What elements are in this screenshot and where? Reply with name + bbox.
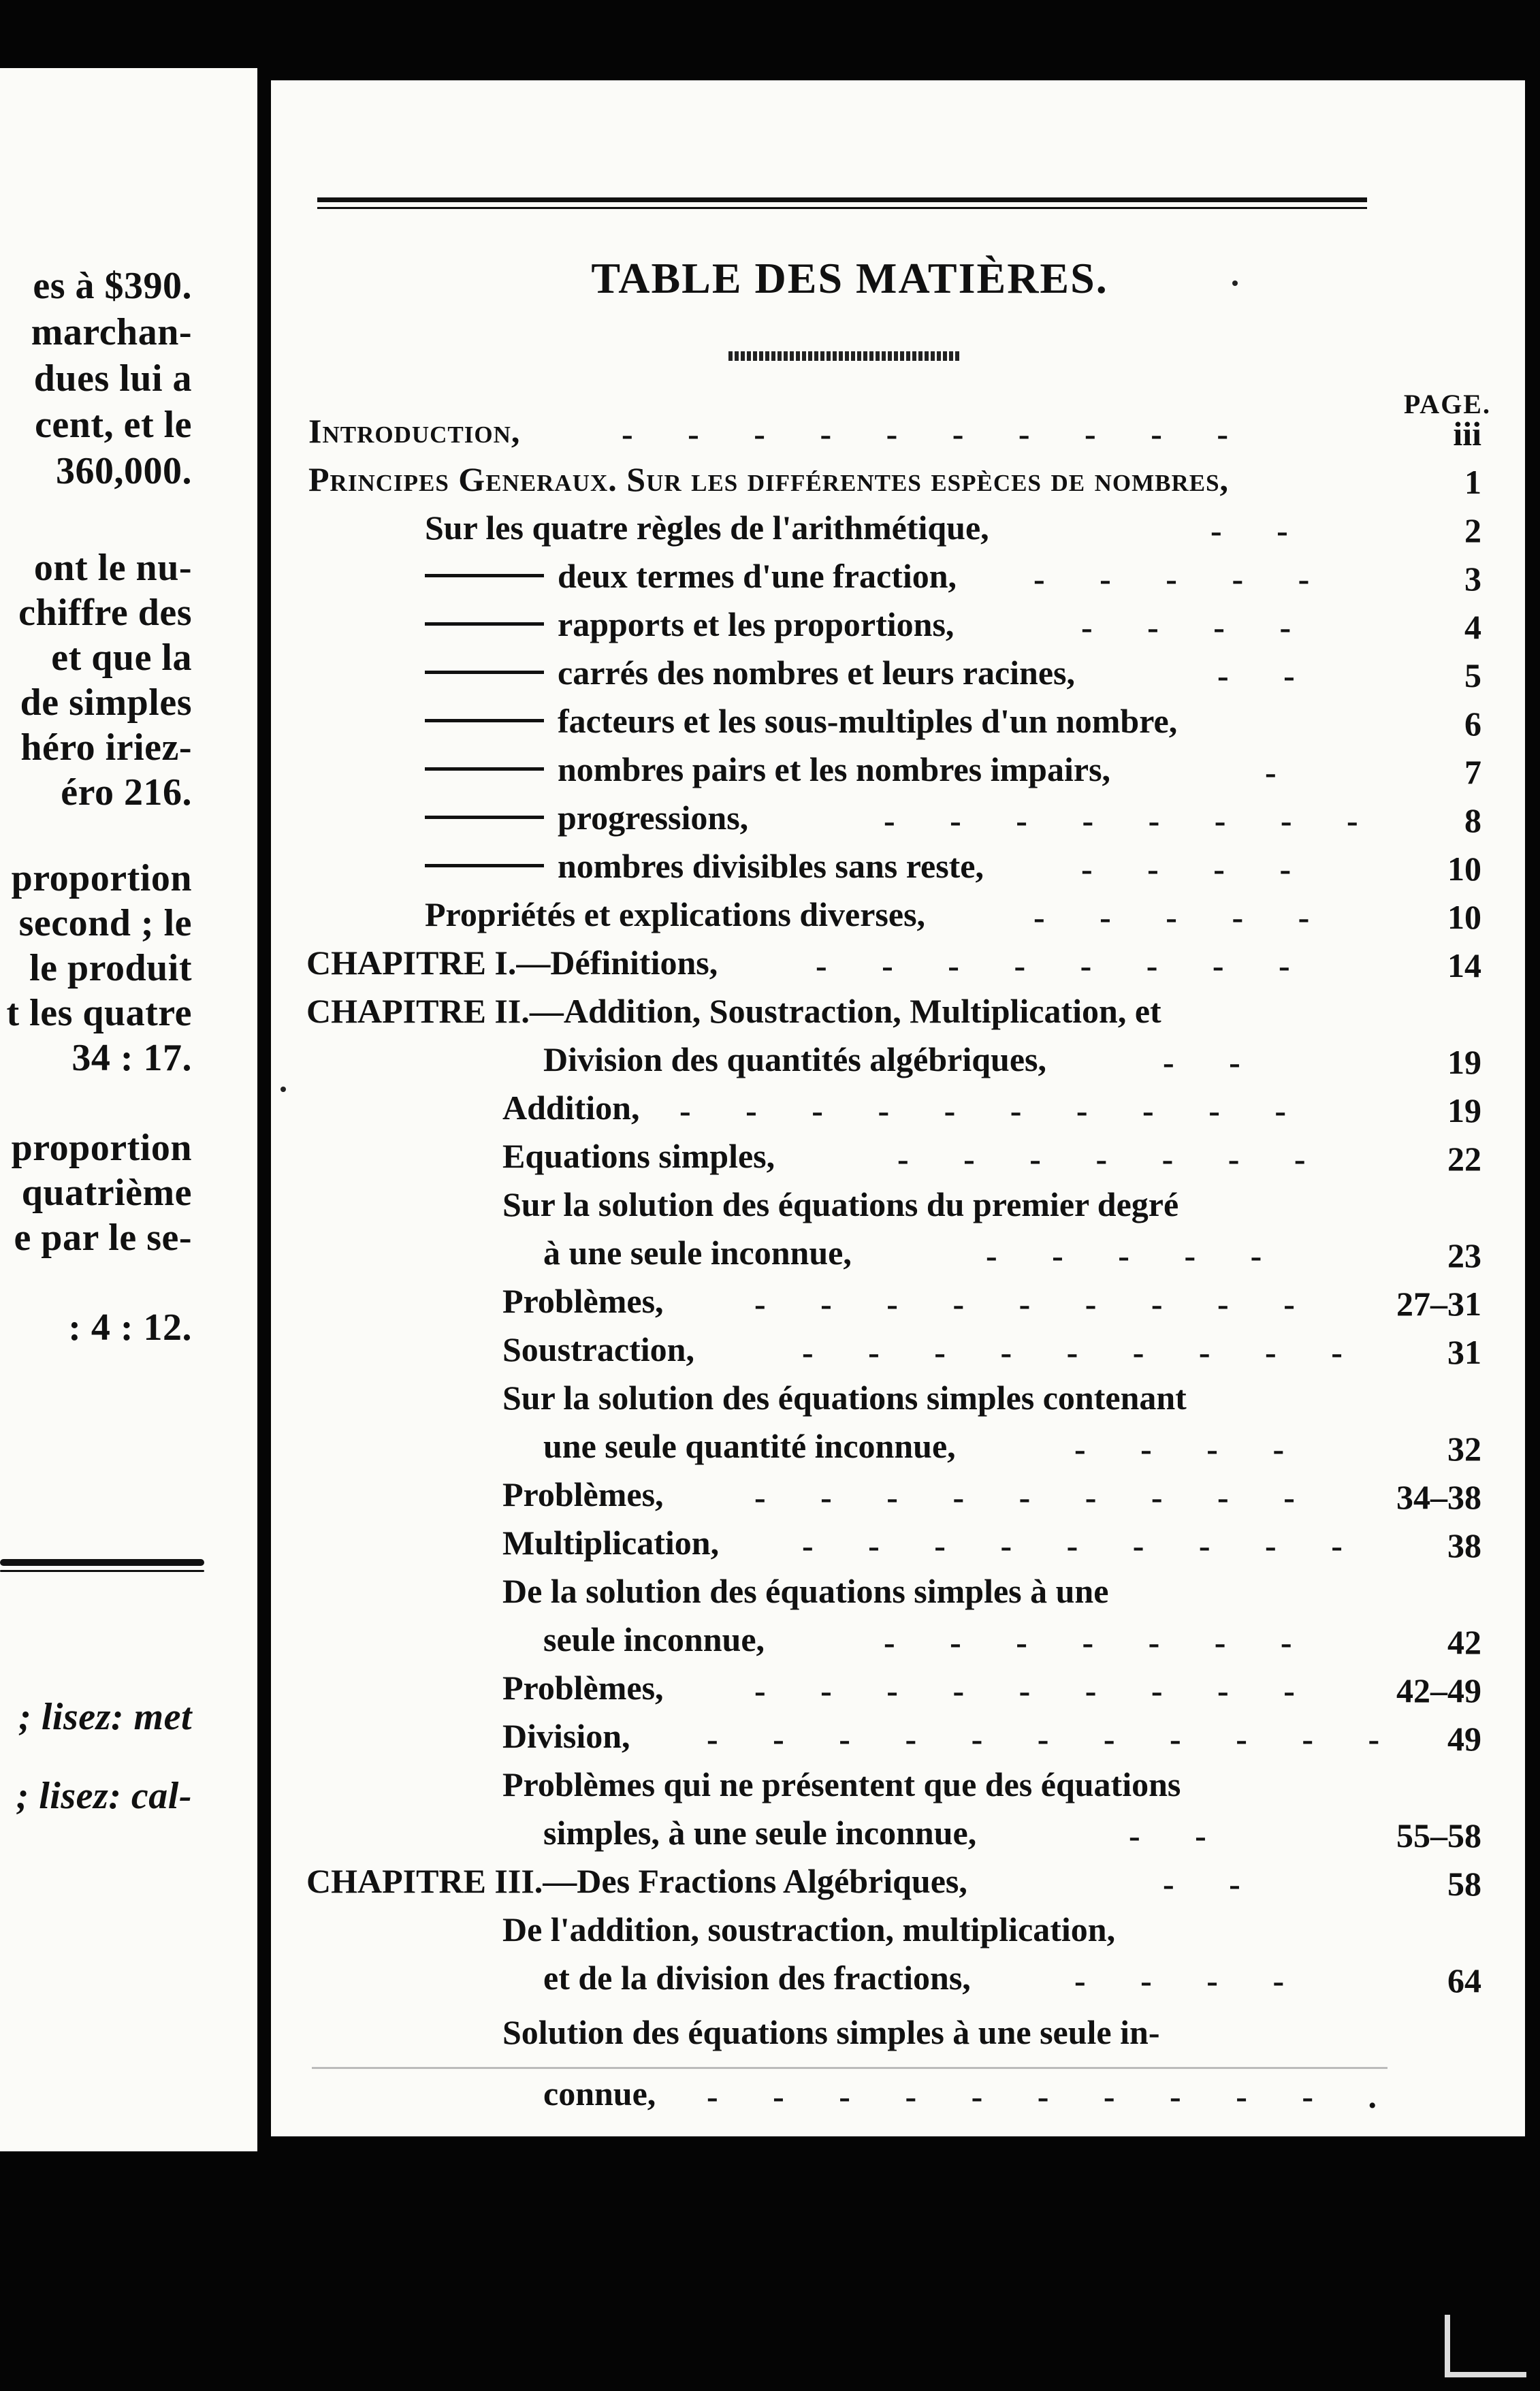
toc-page-number: 38 — [1447, 1526, 1481, 1564]
dot-leader: - - - - - - - - — [884, 801, 1381, 839]
toc-entry: Sur la solution des équations simples contenant — [502, 1379, 1187, 1417]
toc-entry: Division des quantités algébriques, — [543, 1040, 1047, 1078]
toc-entry: et de la division des fractions, — [543, 1959, 971, 1997]
dot-leader: - - - - - - - — [884, 1623, 1315, 1661]
ditto-dash — [425, 719, 544, 722]
toc-entry: simples, à une seule inconnue, — [543, 1814, 977, 1852]
toc-entry-chapter-3: CHAPITRE III.—Des Fractions Algébriques, — [306, 1862, 967, 1900]
toc-page-number: 10 — [1447, 898, 1481, 936]
title-ornament — [728, 351, 960, 361]
left-page-erratum: ; lisez: met — [18, 1696, 192, 1738]
toc-page-number: 22 — [1447, 1140, 1481, 1178]
toc-page-number: 10 — [1447, 850, 1481, 888]
toc-entry-chapter-2: CHAPITRE II.—Addition, Soustraction, Multiplication, et — [306, 992, 1161, 1030]
corner-mark — [1445, 2315, 1450, 2376]
ditto-dash — [425, 864, 544, 867]
page-column-label: PAGE. — [1403, 389, 1491, 419]
dot-leader: - - - - — [1081, 850, 1315, 888]
toc-entry: Division, — [502, 1717, 630, 1755]
toc-page-number: 32 — [1447, 1430, 1481, 1468]
toc-entry: seule inconnue, — [543, 1620, 765, 1658]
toc-entry: rapports et les proportions, — [425, 607, 954, 641]
dot-leader: - - - - — [1074, 1961, 1308, 2000]
toc-entry: De la solution des équations simples à une — [502, 1572, 1109, 1610]
toc-page-number: 31 — [1447, 1333, 1481, 1371]
toc-entry: Problèmes qui ne présentent que des équations — [502, 1765, 1181, 1803]
toc-page-number: 42–49 — [1396, 1671, 1481, 1710]
dot-leader: - - - - - — [1033, 898, 1333, 936]
toc-entry: Sur les quatre règles de l'arithmétique, — [425, 509, 989, 547]
dot-leader: - - - - - - - - - - - — [707, 1720, 1403, 1758]
header-rule-thick — [317, 197, 1367, 202]
toc-entry-principes: Principes Generaux. Sur les différentes espèces de nombres, — [308, 460, 1230, 498]
left-page-thick-rule — [0, 1559, 204, 1566]
dot-leader: - - - - - - - - - — [754, 1671, 1318, 1710]
toc-entry: Problèmes, — [502, 1475, 664, 1513]
dot-leader: - - - - - - - - - - — [679, 1091, 1310, 1129]
dot-leader: - - — [1163, 1043, 1264, 1081]
toc-page-number: 8 — [1464, 801, 1481, 839]
footer-rule — [312, 2067, 1387, 2069]
toc-page-number: 4 — [1464, 608, 1481, 646]
left-page-line: : 4 : 12. — [68, 1306, 192, 1349]
left-page-line: éro 216. — [61, 771, 192, 814]
dot-leader: - - — [1210, 511, 1311, 549]
toc-entry: facteurs et les sous-multiples d'un nombre, — [425, 704, 1177, 738]
dot-leader: - - - - - — [1033, 560, 1333, 598]
toc-entry: Problèmes, — [502, 1669, 664, 1707]
dot-leader: - - - - - — [986, 1236, 1285, 1274]
toc-entry: Problèmes, — [502, 1282, 664, 1320]
left-page-line: cent, et le — [35, 404, 192, 446]
toc-page-number: 19 — [1447, 1091, 1481, 1129]
toc-entry: Equations simples, — [502, 1137, 775, 1175]
dot-leader: - - - - - - - - - — [802, 1526, 1366, 1564]
toc-entry: nombres pairs et les nombres impairs, — [425, 752, 1110, 786]
dot-leader: - - - - - - - - - — [754, 1285, 1318, 1323]
left-page-line: ont le nu- — [33, 547, 192, 589]
dot-leader: - - - - - - - — [897, 1140, 1329, 1178]
toc-page-number: 55–58 — [1396, 1816, 1481, 1855]
toc-entry: Addition, — [502, 1089, 640, 1127]
toc-page-number: 27–31 — [1396, 1285, 1481, 1323]
corner-mark — [1445, 2372, 1526, 2377]
left-page-erratum: ; lisez: cal- — [16, 1775, 192, 1817]
toc-page-number: 7 — [1464, 753, 1481, 791]
dot-leader: - - — [1129, 1816, 1230, 1855]
toc-page-number: 5 — [1464, 656, 1481, 694]
dot-leader: - - — [1163, 1865, 1264, 1903]
page-title: TABLE DES MATIÈRES. — [591, 254, 1108, 302]
toc-entry: Propriétés et explications diverses, — [425, 895, 926, 933]
toc-entry: Sur la solution des équations du premier degré — [502, 1185, 1179, 1223]
left-page-line: t les quatre — [6, 992, 192, 1034]
toc-entry: une seule quantité inconnue, — [543, 1427, 956, 1465]
toc-entry: Soustraction, — [502, 1330, 694, 1368]
ink-speck — [1232, 280, 1238, 286]
toc-page-number: 1 — [1464, 463, 1481, 501]
left-page-line: 34 : 17. — [71, 1037, 192, 1079]
dot-leader: - - - - - - - - — [816, 946, 1313, 984]
toc-entry: connue, — [543, 2074, 656, 2113]
left-page-line: proportion — [11, 1127, 192, 1169]
left-page-line: dues lui a — [33, 357, 192, 400]
left-page-line: e par le se- — [14, 1217, 192, 1259]
ditto-dash — [425, 767, 544, 771]
toc-page-number: 64 — [1447, 1961, 1481, 2000]
toc-entry: De l'addition, soustraction, multiplication, — [502, 1910, 1116, 1948]
toc-entry: Solution des équations simples à une seule in- — [502, 2013, 1160, 2051]
toc-page — [271, 80, 1525, 2136]
toc-page-number: 2 — [1464, 511, 1481, 549]
header-rule-thin — [317, 207, 1367, 209]
dot-leader: - - — [1217, 656, 1318, 694]
toc-page-number: 49 — [1447, 1720, 1481, 1758]
toc-page-number: 23 — [1447, 1236, 1481, 1274]
left-page-line: es à $390. — [33, 265, 192, 307]
left-page-line: héro iriez- — [20, 726, 192, 769]
left-page-line: le produit — [29, 947, 192, 989]
left-page-line: et que la — [51, 637, 192, 679]
dot-leader: - - - - - - - - - - . — [707, 2077, 1400, 2115]
dot-leader: - - - - — [1081, 608, 1315, 646]
toc-entry: deux termes d'une fraction, — [425, 559, 957, 593]
ditto-dash — [425, 671, 544, 674]
toc-entry: Multiplication, — [502, 1524, 720, 1562]
left-page-line: chiffre des — [18, 592, 192, 634]
toc-entry: à une seule inconnue, — [543, 1234, 852, 1272]
dot-leader: - - - - — [1074, 1430, 1308, 1468]
left-page-line: proportion — [11, 857, 192, 899]
left-facing-page — [0, 68, 257, 2151]
toc-entry: carrés des nombres et leurs racines, — [425, 656, 1075, 690]
ditto-dash — [425, 816, 544, 819]
left-page-line: marchan- — [31, 311, 192, 353]
toc-page-number: iii — [1453, 415, 1481, 453]
left-page-line: 360,000. — [56, 450, 192, 492]
toc-page-number: 14 — [1447, 946, 1481, 984]
dot-leader: - - - - - - - - - - — [622, 415, 1252, 453]
left-page-line: second ; le — [18, 902, 192, 944]
toc-page-number: 34–38 — [1396, 1478, 1481, 1516]
toc-entry-chapter-1: CHAPITRE I.—Définitions, — [306, 944, 718, 982]
toc-page-number: 58 — [1447, 1865, 1481, 1903]
left-page-line: quatrième — [21, 1172, 192, 1214]
toc-entry: nombres divisibles sans reste, — [425, 849, 984, 883]
dot-leader: - - - - - - - - - — [754, 1478, 1318, 1516]
toc-entry-introduction: Introduction, — [308, 412, 521, 450]
toc-page-number: 19 — [1447, 1043, 1481, 1081]
toc-page-number: 6 — [1464, 705, 1481, 743]
toc-page-number: 3 — [1464, 560, 1481, 598]
ink-speck — [280, 1087, 286, 1092]
dot-leader: - - - - - - - - - — [802, 1333, 1366, 1371]
toc-entry: progressions, — [425, 801, 748, 835]
ditto-dash — [425, 574, 544, 577]
left-page-thin-rule — [0, 1570, 204, 1572]
dot-leader: - — [1265, 753, 1300, 791]
toc-page-number: 42 — [1447, 1623, 1481, 1661]
left-page-line: de simples — [20, 681, 192, 724]
ditto-dash — [425, 622, 544, 626]
